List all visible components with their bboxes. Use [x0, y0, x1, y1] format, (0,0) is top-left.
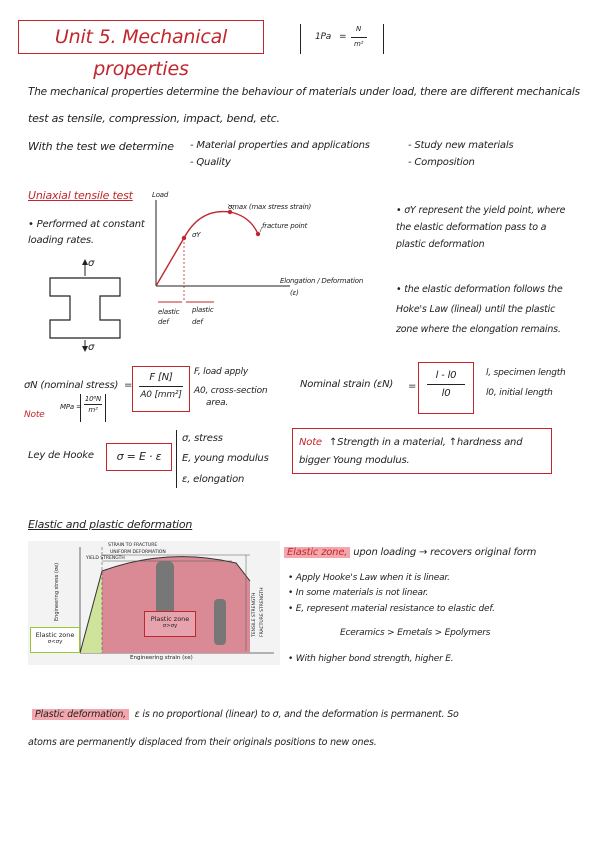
intro-item-right-2: - Composition	[408, 157, 475, 168]
hooke-note-text-1: ↑Strength in a material, ↑hardness and	[329, 437, 523, 448]
unit-den: m²	[354, 40, 364, 48]
fracture-point	[256, 232, 260, 236]
mpa-bracket	[80, 394, 106, 422]
unit-box	[300, 24, 384, 54]
l-desc: l, specimen length	[486, 368, 566, 378]
fig-yield-strength: YIELD STRENGTH	[86, 556, 125, 561]
graph-plastic-2: def	[192, 318, 203, 326]
graph-elastic-2: def	[158, 318, 169, 326]
stress-strain-figure	[28, 541, 280, 665]
stress-strain-curve	[156, 212, 258, 286]
hooke-brace	[176, 430, 177, 488]
nominal-stress-eq: =	[124, 380, 133, 391]
specimen-fractured	[214, 599, 226, 645]
nominal-strain-label: Nominal strain (εN)	[300, 379, 394, 390]
specimen-diagram	[40, 258, 130, 353]
hooke-formula: σ = E · ε	[106, 443, 172, 471]
unit-fraction-bar	[351, 37, 367, 38]
strain-den: l0	[441, 388, 451, 399]
hooke-note-box	[292, 428, 552, 474]
nominal-strain-fraction	[418, 362, 474, 414]
hooke-def-2: E, young modulus	[182, 453, 269, 464]
intro-item-right-1: - Study new materials	[408, 140, 514, 151]
deformation-bullet-3: • E, represent material resistance to elastic def.	[288, 604, 495, 614]
l0-desc: l0, initial length	[486, 388, 553, 398]
mpa-lhs: MPa =	[60, 403, 82, 411]
mpa-bar	[84, 404, 102, 405]
a-desc-2: area.	[206, 398, 229, 408]
fig-elastic-zone-box	[30, 627, 80, 653]
nominal-stress-fraction	[132, 366, 190, 412]
fig-plastic-zone-box	[144, 611, 196, 637]
fig-elastic-zone-label: Elastic zone	[35, 631, 75, 639]
tensile-heading: Uniaxial tensile test	[28, 189, 133, 202]
fig-right-label-1: TENSILE STRENGTH	[252, 592, 257, 637]
fig-plastic-zone-sub: σ>σy	[162, 623, 178, 629]
intro-item-left-1: - Material properties and applications	[190, 140, 370, 151]
nominal-strain-eq: =	[408, 381, 417, 392]
graph-elastic-1: elastic	[158, 308, 180, 316]
intro-item-left-2: - Quality	[190, 157, 231, 168]
fig-right-label-2: FRACTURE STRENGTH	[260, 587, 265, 637]
sigma-bottom: σ	[88, 342, 95, 353]
strain-bar	[427, 384, 465, 385]
graph-x-label-1: Elongation / Deformation	[280, 277, 364, 285]
specimen-outline	[50, 278, 120, 338]
deformation-bullet-2: • In some materials is not linear.	[288, 588, 429, 598]
fig-y-axis-label: Engineering stress (σe)	[54, 562, 60, 621]
graph-fracture-label: fracture point	[262, 222, 308, 230]
f-desc: F, load apply	[194, 367, 249, 377]
intro-line-2: test as tensile, compression, impact, bend, etc.	[28, 112, 280, 125]
mpa-num: 10⁶N	[84, 395, 102, 403]
elastic-zone-text: upon loading → recovers original form	[353, 547, 537, 558]
unit-eq: =	[339, 32, 347, 42]
intro-line-1: The mechanical properties determine the behaviour of materials under load, there are different mechanicals	[28, 86, 580, 98]
unit-num: N	[356, 25, 362, 33]
intro-line-3: With the test we determine	[28, 140, 174, 153]
plastic-line-1	[32, 709, 459, 720]
mpa-note-label: Note	[24, 410, 45, 420]
page-title: Unit 5. Mechanical properties	[18, 20, 264, 54]
nominal-stress-bar	[139, 386, 183, 387]
yield-point	[182, 236, 186, 240]
fig-elastic-zone-sub: σ<σy	[47, 639, 63, 645]
elastic-zone-line	[284, 547, 536, 558]
graph-y-label: Load	[152, 191, 169, 199]
fig-x-axis-label: Engineering strain (εe)	[130, 655, 193, 661]
deformation-heading: Elastic and plastic deformation	[28, 518, 193, 531]
graph-yield-label: σY	[192, 231, 201, 239]
note-hooke: • the elastic deformation follows the Hoke's Law (lineal) until the plastic zone where the elongation remains.	[396, 284, 563, 335]
modulus-ordering: Eceramics > Emetals > Epolymers	[340, 628, 491, 638]
graph-plastic-1: plastic	[192, 306, 214, 314]
fig-plastic-zone-label: Plastic zone	[150, 615, 190, 623]
fig-strain-to-fracture: STRAIN TO FRACTURE	[108, 543, 158, 548]
graph-peak-label: σmax (max stress strain)	[228, 203, 312, 211]
a-desc-1: A0, cross-section	[194, 386, 268, 396]
plastic-line-2: atoms are permanently displaced from their originals positions to new ones.	[28, 737, 377, 748]
hooke-def-3: ε, elongation	[182, 474, 245, 485]
graph-x-label-2: (ε)	[290, 289, 299, 297]
deformation-bullet-4: • With higher bond strength, higher E.	[288, 654, 454, 664]
hooke-def-1: σ, stress	[182, 433, 223, 444]
fig-uniform-deformation: UNIFORM DEFORMATION	[110, 550, 166, 555]
tensile-bullet: • Performed at constant loading rates.	[28, 219, 145, 246]
nominal-stress-den: A0 [mm²]	[140, 390, 182, 400]
unit-lhs: 1Pa	[315, 32, 332, 42]
mpa-den: m²	[88, 406, 98, 414]
nominal-stress-label: σN (nominal stress)	[24, 380, 119, 391]
hooke-note-text-2: bigger Young modulus.	[299, 455, 410, 466]
hooke-note-label: Note	[299, 437, 322, 448]
plastic-text-1: ε is no proportional (linear) to σ, and the deformation is permanent. So	[134, 709, 459, 720]
deformation-bullet-1: • Apply Hooke's Law when it is linear.	[288, 573, 450, 583]
nominal-stress-num: F [N]	[149, 372, 173, 383]
strain-num: l - l0	[435, 370, 457, 381]
hooke-label: Ley de Hooke	[28, 450, 94, 461]
plastic-label: Plastic deformation,	[32, 709, 129, 720]
elastic-zone-label: Elastic zone,	[284, 547, 350, 558]
sigma-top: σ	[88, 258, 95, 269]
note-yield: • σY represent the yield point, where the elastic deformation pass to a plastic deformation	[396, 205, 566, 250]
